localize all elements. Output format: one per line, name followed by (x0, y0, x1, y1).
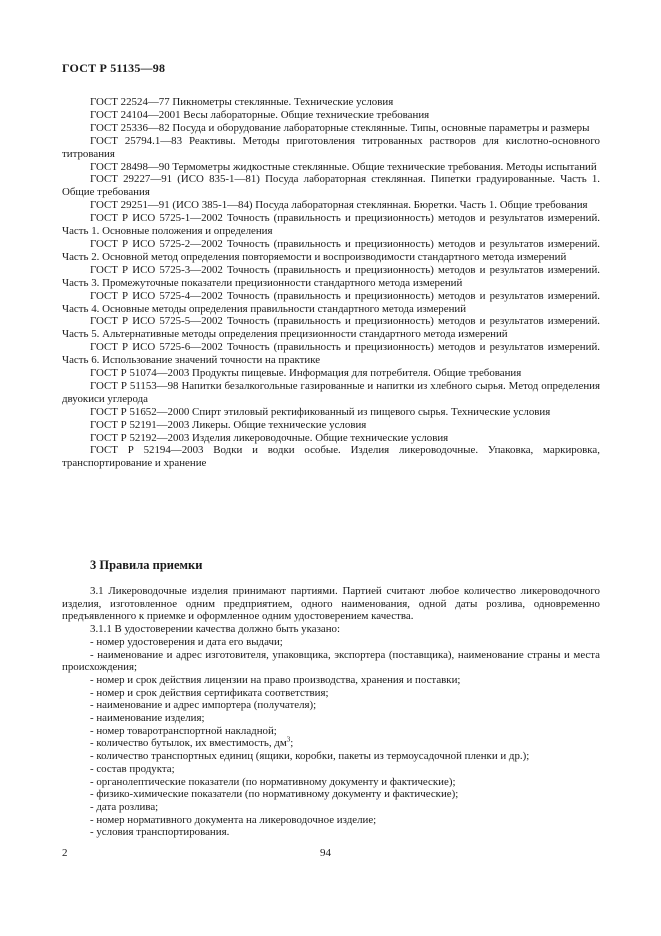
reference-item: ГОСТ Р 52192—2003 Изделия ликероводочные. Общие технические условия (90, 431, 449, 444)
paragraph-3-1: 3.1 Ликероводочные изделия принимают партиями. Партией считают любое количество ликероводочного изделия, изготовленное одним предприятием, одного наименования, одной даты розлива, одновременно предъявленного к приемке и оформленное одним удостоверением качества. (62, 585, 600, 623)
reference-item: ГОСТ Р 52191—2003 Ликеры. Общие технические условия (90, 418, 367, 431)
list-item: - наименование изделия; (90, 712, 205, 725)
list-item (62, 737, 600, 750)
list-item: - номер и срок действия лицензии на право производства, хранения и поставки; (90, 673, 461, 686)
reference-item: ГОСТ Р 52194—2003 Водки и водки особые. Изделия ликероводочные. Упаковка, маркировка, транспортирование и хранение (62, 444, 600, 470)
reference-item: ГОСТ Р 51153—98 Напитки безалкогольные газированные и напитки из хлебного сырья. Метод определения двуокиси углерода (62, 379, 600, 405)
reference-item: ГОСТ Р ИСО 5725-5—2002 Точность (правильность и прецизионность) методов и результатов измерений. Часть 5. Альтернативные методы определения прецизионности стандартного метода измерений (62, 315, 600, 341)
unit-superscript: 3 (286, 735, 291, 744)
reference-item: ГОСТ 28498—90 Термометры жидкостные стеклянные. Общие технические требования. Методы испытаний (90, 160, 597, 173)
acceptance-rules-body (62, 585, 600, 839)
list-item: - дата розлива; (90, 800, 159, 813)
reference-item: ГОСТ Р ИСО 5725-4—2002 Точность (правильность и прецизионность) методов и результатов измерений. Часть 4. Основные методы определения правильности стандартного метода измерений (62, 289, 600, 315)
section-title: 3 Правила приемки (90, 558, 203, 572)
document-code-header: ГОСТ Р 51135—98 (62, 61, 166, 75)
list-item: - количество транспортных единиц (ящики, коробки, пакеты из термоусадочной пленки и др.); (90, 750, 530, 763)
reference-item: ГОСТ 29227—91 (ИСО 835-1—81) Посуда лабораторная стеклянная. Пипетки градуированные. Часть 1. Общие требования (62, 173, 600, 199)
list-item-text: - количество бутылок, их вместимость, дм (90, 737, 287, 750)
paragraph-3-1-1: 3.1.1 В удостоверении качества должно быть указано: (90, 623, 340, 636)
reference-item: ГОСТ Р 51074—2003 Продукты пищевые. Информация для потребителя. Общие требования (90, 367, 522, 380)
page-number-center: 94 (320, 847, 331, 859)
reference-item: ГОСТ Р 51652—2000 Спирт этиловый ректификованный из пищевого сырья. Технические условия (90, 405, 551, 418)
list-item: - состав продукта; (90, 762, 175, 775)
list-item: - номер товаротранспортной накладной; (90, 724, 277, 737)
list-item-tail: ; (290, 737, 294, 750)
list-item: - органолептические показатели (по нормативному документу и фактические); (90, 775, 456, 788)
list-item: - условия транспортирования. (90, 826, 230, 839)
reference-item: ГОСТ Р ИСО 5725-2—2002 Точность (правильность и прецизионность) методов и результатов измерений. Часть 2. Основной метод определения повторяемости и воспроизводимости стандартного метода измерений (62, 237, 600, 263)
list-item: - номер нормативного документа на ликероводочное изделие; (90, 813, 377, 826)
list-item: - номер и срок действия сертификата соответствия; (90, 686, 329, 699)
reference-item: ГОСТ 25794.1—83 Реактивы. Методы приготовления титрованных растворов для кислотно-основного титрования (62, 134, 600, 160)
reference-item: ГОСТ 24104—2001 Весы лабораторные. Общие технические требования (90, 108, 430, 121)
reference-item: ГОСТ Р ИСО 5725-3—2002 Точность (правильность и прецизионность) методов и результатов измерений. Часть 3. Промежуточные показатели прецизионности стандартного метода измерений (62, 263, 600, 289)
reference-item: ГОСТ 25336—82 Посуда и оборудование лабораторные стеклянные. Типы, основные параметры и размеры (90, 121, 590, 134)
list-item: - наименование и адрес изготовителя, упаковщика, экспортера (поставщика), наименование страны и места происхождения; (62, 648, 600, 674)
normative-references-list (62, 96, 600, 470)
list-item: - номер удостоверения и дата его выдачи; (90, 635, 283, 648)
reference-item: ГОСТ 22524—77 Пикнометры стеклянные. Технические условия (90, 96, 394, 108)
list-item: - физико-химические показатели (по нормативному документу и фактические); (90, 788, 459, 801)
list-item: - наименование и адрес импортера (получателя); (90, 699, 317, 712)
reference-item: ГОСТ Р ИСО 5725-1—2002 Точность (правильность и прецизионность) методов и результатов измерений. Часть 1. Основные положения и определения (62, 212, 600, 238)
reference-item: ГОСТ 29251—91 (ИСО 385-1—84) Посуда лабораторная стеклянная. Бюретки. Часть 1. Общие требования (90, 199, 588, 212)
page-number-left: 2 (62, 847, 68, 859)
reference-item: ГОСТ Р ИСО 5725-6—2002 Точность (правильность и прецизионность) методов и результатов измерений. Часть 6. Использование значений точности на практике (62, 341, 600, 367)
